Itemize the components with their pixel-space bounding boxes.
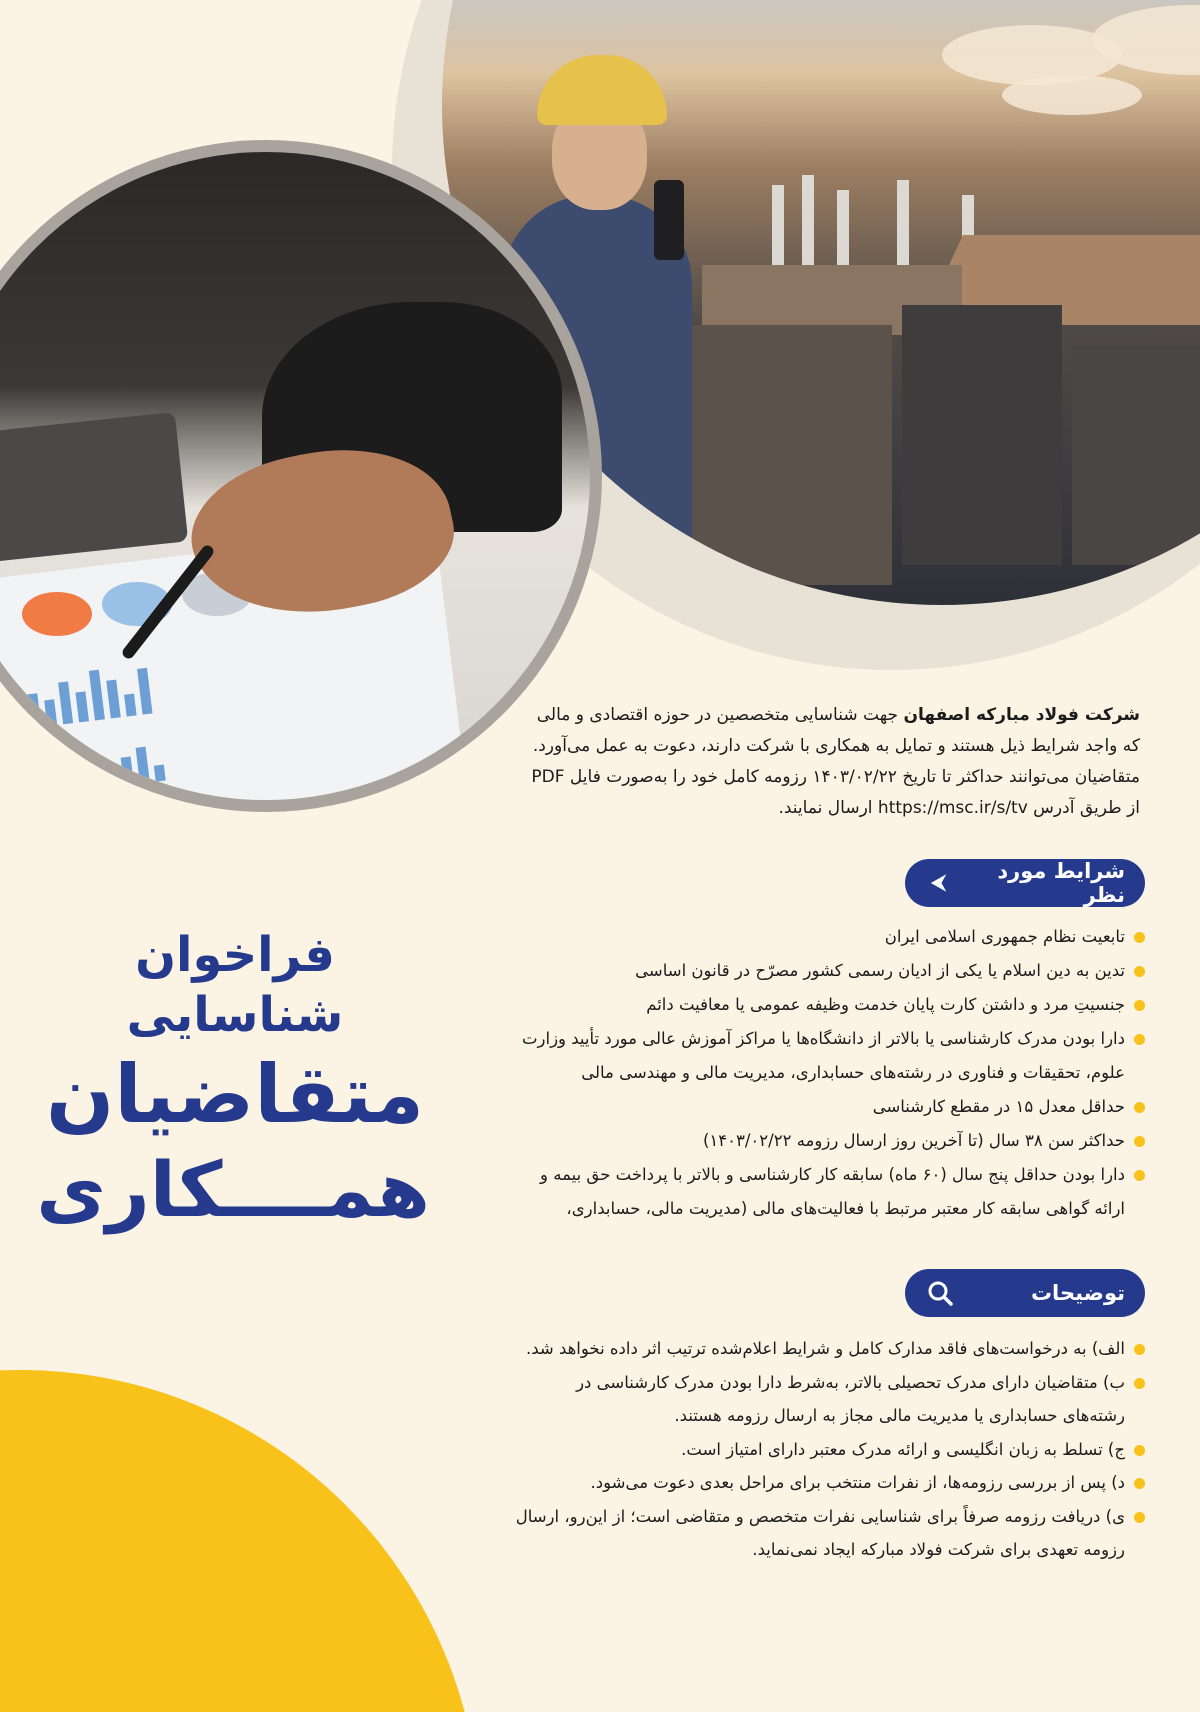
notes-header: توضیحات <box>905 1269 1145 1317</box>
list-item: ب) متقاضیان دارای مدرک تحصیلی بالاتر، به‌شرط دارا بودن مدرک کارشناسی در رشته‌های حسابداری یا مدیریت مالی مجاز به ارسال رزومه هستند. <box>450 1366 1145 1433</box>
conditions-list <box>450 920 1145 1226</box>
list-item: د) پس از بررسی رزومه‌ها، از نفرات منتخب برای مراحل بعدی دعوت می‌شود. <box>450 1466 1145 1500</box>
list-item: حداقل معدل ۱۵ در مقطع کارشناسی <box>450 1090 1145 1124</box>
list-item: ی) دریافت رزومه صرفاً برای شناسایی نفرات متخصص و متقاضی است؛ از این‌رو، ارسال رزومه تعهدی برای شرکت فولاد مبارکه ایجاد نمی‌نماید. <box>450 1500 1145 1567</box>
company-name: شرکت فولاد مبارکه اصفهان <box>903 705 1140 725</box>
list-item: دارا بودن حداقل پنج سال (۶۰ ماه) سابقه کار کارشناسی و بالاتر با پرداخت حق بیمه و ارائه گواهی سابقه کار معتبر مرتبط با فعالیت‌های مالی (مدیریت مالی، حسابداری، <box>450 1158 1145 1226</box>
walkie-talkie <box>654 180 684 260</box>
list-item: ج) تسلط به زبان انگلیسی و ارائه مدرک معتبر دارای امتیاز است. <box>450 1433 1145 1467</box>
hard-hat <box>537 55 667 125</box>
list-item: جنسیتِ مرد و داشتن کارت پایان خدمت وظیفه عمومی یا معافیت دائم <box>450 988 1145 1022</box>
yellow-decor-circle <box>0 1370 480 1712</box>
intro-paragraph: شرکت فولاد مبارکه اصفهان جهت شناسایی متخصصین در حوزه اقتصادی و مالی که واجد شرایط ذیل هستند و تمایل به همکاری با شرکت دارند، دعوت به عمل می‌آورد. متقاضیان می‌توانند حداکثر تا تاریخ ۱۴۰۳/۰۲/۲۲ رزومه کامل خود را به‌صورت فایل PDF از طریق آدرس https://msc.ir/s/tv ارسال نمایند. <box>455 700 1140 824</box>
list-item: دارا بودن مدرک کارشناسی یا بالاتر از دانشگاه‌ها یا مراکز آموزش عالی مورد تأیید وزارت علوم، تحقیقات و فناوری در رشته‌های حسابداری، مدیریت مالی و مهندسی مالی <box>450 1022 1145 1090</box>
conditions-header: شرایط مورد نظر <box>905 859 1145 907</box>
list-item: حداکثر سن ۳۸ سال (تا آخرین روز ارسال رزومه ۱۴۰۳/۰۲/۲۲) <box>450 1124 1145 1158</box>
notes-list <box>450 1332 1145 1567</box>
poster-title: فراخوان شناسایی متقاضیان همــــکاری <box>36 927 430 1234</box>
list-item: تابعیت نظام جمهوری اسلامی ایران <box>450 920 1145 954</box>
search-icon <box>925 1278 955 1308</box>
list-item: الف) به درخواست‌های فاقد مدارک کامل و شرایط اعلام‌شده ترتیب اثر داده نخواهد شد. <box>450 1332 1145 1366</box>
arrow-left-icon <box>925 868 954 898</box>
submission-url-line: از طریق آدرس https://msc.ir/s/tv ارسال نمایند. <box>778 798 1140 818</box>
list-item: تدین به دین اسلام یا یکی از ادیان رسمی کشور مصرّح در قانون اساسی <box>450 954 1145 988</box>
